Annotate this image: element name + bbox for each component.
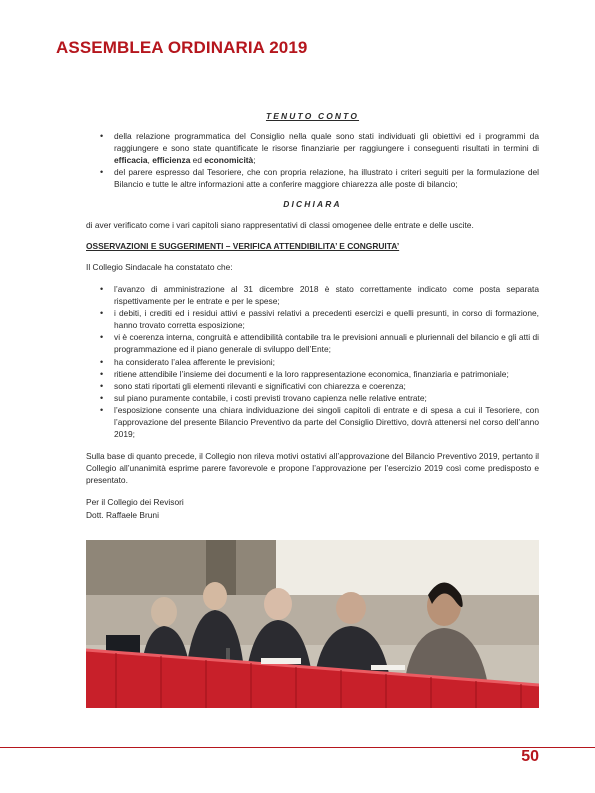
osservazioni-heading: OSSERVAZIONI E SUGGERIMENTI – VERIFICA ATTENDIBILITA’ E CONGRUITA’ (86, 240, 400, 251)
page-number: 50 (521, 748, 539, 765)
list-item: • sul piano puramente contabile, i costi previsti trovano capienza nelle relative entrate; (114, 392, 539, 404)
footer-divider (0, 747, 595, 748)
dichiara-heading: DICHIARA (283, 198, 342, 209)
meeting-photo (86, 540, 539, 708)
list-item: • i debiti, i crediti ed i residui attivi e passivi relativi a precedenti esercizi e quelli presunti, in corso di formazione, hanno trovato corretta esposizione; (114, 307, 539, 331)
list-item: • del parere espresso dal Tesoriere, che con propria relazione, ha illustrato i criteri seguiti per la formulazione del Bilancio e tutte le altre informazioni atte a conferire maggiore chiarezza alle poste di bilancio; (114, 166, 539, 190)
list-item: • sono stati riportati gli elementi rilevanti e significativi con chiarezza e coerenza; (114, 380, 539, 392)
list-item: • l’avanzo di amministrazione al 31 dicembre 2018 è stato correttamente indicato come posta separata rispettivamente per le entrate e per le spese; (114, 283, 539, 307)
page-header-title: ASSEMBLEA ORDINARIA 2019 (56, 38, 308, 57)
osservazioni-list (86, 283, 539, 440)
conclusion-paragraph: Sulla base di quanto precede, il Collegio non rileva motivi ostativi all’approvazione del Bilancio Preventivo 2019, pertanto il Collegio all’unanimità esprime parere favorevole e propone l’approvazione per l’esercizio 2019 così come predisposto e presentato. (86, 451, 539, 486)
osservazioni-intro: Il Collegio Sindacale ha constatato che: (86, 261, 233, 272)
list-item: • ha considerato l’alea afferente le previsioni; (114, 356, 539, 368)
signature-line-1: Per il Collegio dei Revisori (86, 497, 184, 508)
list-item: • ritiene attendibile l’insieme dei documenti e la loro rappresentazione economica, finanziaria e patrimoniale; (114, 368, 539, 380)
tenuto-conto-heading: TENUTO CONTO (265, 111, 360, 121)
list-item: • l’esposizione consente una chiara individuazione dei singoli capitoli di entrate e di spesa a cui il Tesoriere, con l’approvazione del presente Bilancio Preventivo da parte del Consiglio Direttivo, dovrà attenersi nel corso dell’anno 2019; (114, 404, 539, 440)
dichiara-text: di aver verificato come i vari capitoli siano rappresentativi di classi omogenee delle entrate e delle uscite. (86, 219, 474, 230)
tenuto-conto-list (86, 130, 539, 190)
list-item: • della relazione programmatica del Consiglio nella quale sono stati individuati gli obiettivi ed i programmi da raggiungere e sono state quantificate le risorse finanziarie per raggiungere i conseguenti risultati in termini di efficacia, efficienza ed economicità; (114, 130, 539, 166)
signature-line-2: Dott. Raffaele Bruni (86, 509, 159, 520)
document-body (86, 110, 539, 521)
list-item: • vi è coerenza interna, congruità e attendibilità contabile tra le previsioni annuali e pluriennali del bilancio e gli atti di programmazione ed il piano generale di sviluppo dell’Ente; (114, 331, 539, 355)
